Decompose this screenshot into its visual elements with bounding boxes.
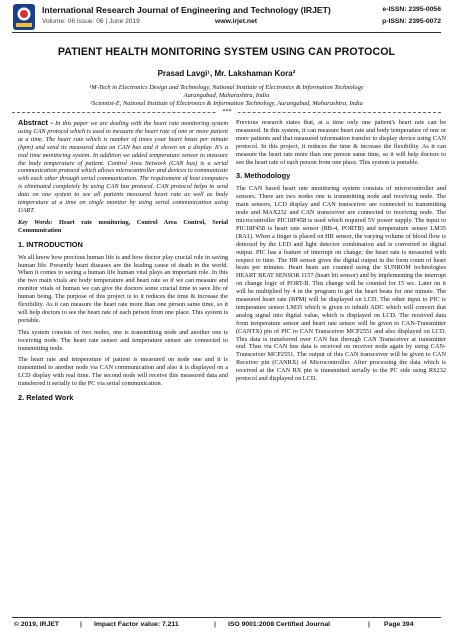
footer-iso: ISO 9001:2008 Certified Journal [228, 621, 330, 628]
keywords-text: Heart rate monitoring, Control Area Control, Serial Communication [18, 218, 228, 234]
methodology-heading: 3. Methodology [236, 171, 291, 181]
introduction-paragraph-2: This system consists of two nodes, one is transmitting node and another one is receiving node. The heart rate sensor and temperature sensor are connected to transmitting node. [18, 328, 228, 352]
introduction-paragraph-3: The heart rate and temperature of patient is measured on node one and it is transmitted to another node via CAN communication and also it is displayed on a LCD display with real time. The second node will receive this measured data and transferred it serially to the PC via serial communication. [18, 356, 228, 388]
journal-header [0, 0, 453, 34]
related-work-paragraph: Previous research states that, at a time only one patient's heart rate can be measured. In this system, it can measure heart rate and body temperature of one or more patients and that measured information transfer to display device using CAN protocol. In this project, it reduces the time & increase the flexibility. As it can measure the heart rate more than one person same time, so it will help doctors to see the heart rate of each person from one place. This system is portable. [236, 119, 446, 166]
footer-separator: | [214, 621, 216, 628]
abstract-label: Abstract - [18, 118, 54, 127]
footer-copyright: © 2019, IRJET [14, 621, 60, 628]
header-divider [12, 32, 441, 33]
right-column [236, 119, 446, 387]
footer-divider [12, 617, 441, 618]
keywords [18, 219, 228, 235]
footer-separator: | [80, 621, 82, 628]
affiliation-2: ²Scientist-E, National Institute of Electronics & Information Technology, Aurangabad, Maharashtra, India [90, 100, 363, 107]
abstract-text: In this paper we are dealing with the heart rate monitoring system using CAN protocol which is used to measure the heart rate of one or more patient at a time. The heart rate which is number of times your heart beats per minute (bpm) and send its measured data on CAN bus and it shown on a display. It's a real time monitoring system. In addition we added temperature sensor to measure the body temperature of patient. Control Area Network (CAN bus) is a serial communication protocol which allows microcontroller and devices to communicate with each other through serial communication. The requirement of host computers is eliminated completely by using CAN bus protocol. CAN protocol helps to send data on one system to see all patients measured heart rate as well as body temperature at a time on single monitor by using serial communication using UART. [18, 120, 229, 214]
abstract [18, 119, 228, 215]
keywords-label: Key Words: [18, 218, 53, 226]
footer-impact-factor: Impact Factor value: 7.211 [94, 621, 179, 628]
left-column [18, 119, 228, 407]
p-issn: p-ISSN: 2395-0072 [382, 18, 441, 25]
journal-url[interactable]: www.irjet.net [215, 18, 258, 25]
irjet-logo-icon [12, 3, 36, 31]
introduction-heading: 1. INTRODUCTION [18, 239, 83, 249]
journal-volume: Volume: 06 Issue: 06 | June 2019 [42, 18, 140, 25]
paper-title: PATIENT HEALTH MONITORING SYSTEM USING CAN PROTOCOL [57, 46, 396, 58]
e-issn: e-ISSN: 2395-0056 [382, 6, 441, 13]
footer-page-number: Page 394 [384, 621, 414, 628]
authors: Prasad Lavgi¹, Mr. Lakshaman Kora² [157, 69, 296, 78]
introduction-paragraph-1: We all know how precious human life is and how doctor play crucial role in saving human life. Presently heart diseases are the leading cause of death in the world. When it comes to saving a human life human vital plays an important role. In this the two main vitals are body temperature and heart rate so if we can measure and monitor vitals of human we can give the doctors some crucial time to save life of human being. The purpose of this project is to it reduces the time & increase the flexibility. As it can measure the heart rate more than one person same time, so it will help doctors to see the heart rate of each person from one place. This system is portable. [18, 253, 228, 324]
related-work-heading: 2. Related Work [18, 393, 74, 403]
divider-stars: *** [216, 109, 238, 115]
footer-separator: | [368, 621, 370, 628]
journal-name: International Research Journal of Engineering and Technology (IRJET) [42, 5, 331, 15]
affiliation-1: ¹M-Tech in Electronics Design and Technology, National Institute of Electronics & Information Technology [89, 84, 364, 91]
affiliation-1-location: Aurangabad, Maharashtra, India [183, 92, 270, 99]
methodology-paragraph: The CAN based heart rate monitoring system consists of microcontroller and sensors. There are two nodes one is transmitting node and receiving node. The main sensors, LCD display and CAN transceiver are connected to transmitting node and MAX232 and CAN transceiver are connected to receiving node. The microcontroller PIC18F458 is used which required 5V power supply. The input to PIC18F458 is heart rate sensor (RB-4, PORTB) and temperature sensor LM35 (RA1). When a finger is placed on HR sensor, the varying volume of blood flow is detected by the LED and light detector combination and is converted to digital output. PIC has a feature of interrupt on change; the heart rate is measured with respect to time. The HR sensor gives the digital output in the form count of heart beats per minutes. Heart beats are counted using the SUNROM technologies HEART BEAT SENSOR 1157 (heart bit sensor) and by implementing the interrupt on change logic of PORT-B. This change will be counted for 15 sec. Later on it will be multiplied by 4 in the program to get the heart beats for one minute. The measured heart rate (BPM) will be displayed on LCD. The other input to PIC is temperature sensor LM35 which is given to inbuilt ADC which will convert that analog signal into digital value, which is displayed on LCD. The received data from temperature sensor and heart rate sensor will be given to CAN-Transmitter (CANTX) pin of PIC to CAN Transceiver MCP2551 and also displayed on LCD. This data is transferred over CAN bus through CAN Transceiver at transmitter end. Thus via CAN bus data is received on receiver node again by using CAN-Transceiver MCP2551. The output of this CAN transceiver will be given to CAN Receiver pin (CANRX) of Microcontroller. After processing the data which is received at the CAN RX pin is transmitted serially to the PC side using RS232 protocol and displayed on LCD. [236, 185, 446, 383]
